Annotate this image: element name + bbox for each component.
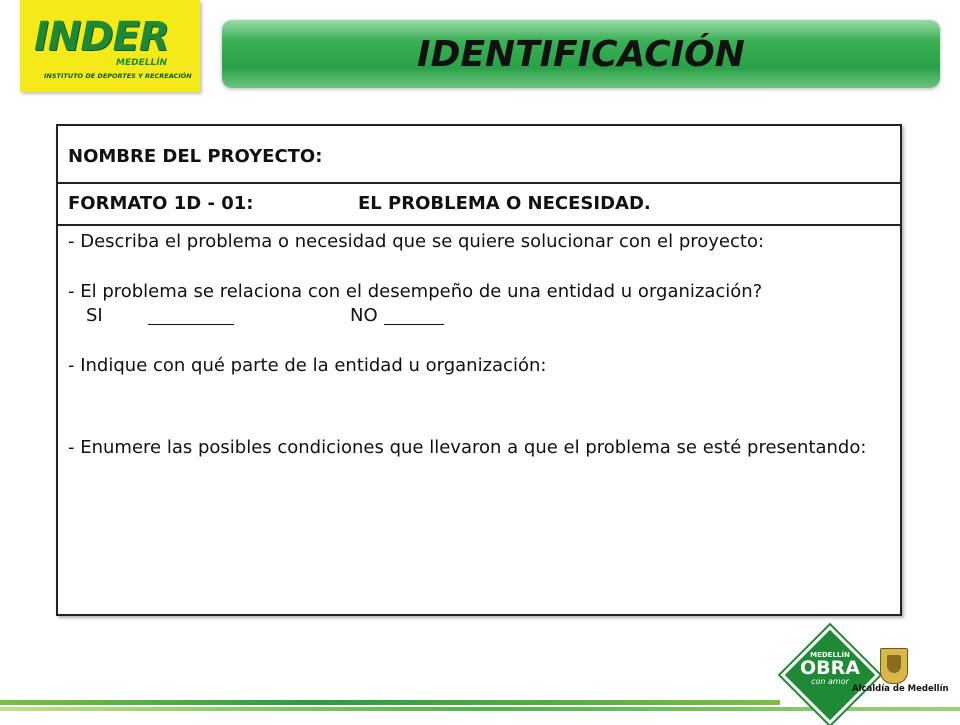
yes-no-answer [68, 304, 890, 328]
badge-sub-text: con amor [811, 677, 849, 686]
logo-city: MEDELLÍN [116, 58, 168, 68]
inder-logo [20, 0, 200, 92]
format-code: FORMATO 1D - 01: [68, 193, 254, 214]
question-4: - Enumere las posibles condiciones que llevaron a que el problema se esté presentando: [68, 437, 867, 458]
identification-form [56, 124, 902, 616]
footer-stripe [0, 700, 780, 705]
badge-top-text: MEDELLÍN [810, 651, 850, 659]
question-2: - El problema se relaciona con el desempeño de una entidad u organización? [68, 281, 763, 302]
logo-subtitle: INSTITUTO DE DEPORTES Y RECREACIÓN [44, 72, 192, 80]
alcaldia-label: Alcaldía de Medellín [852, 684, 949, 694]
title-banner [222, 20, 940, 88]
yes-blank-line[interactable] [148, 324, 234, 325]
project-name-label: NOMBRE DEL PROYECTO: [68, 146, 323, 167]
format-row [58, 184, 900, 226]
yes-label: SI [86, 305, 103, 326]
question-3: - Indique con qué parte de la entidad u organización: [68, 355, 547, 376]
coat-of-arms-icon [880, 648, 908, 684]
question-1: - Describa el problema o necesidad que se quiere solucionar con el proyecto: [68, 231, 765, 252]
no-blank-line[interactable] [384, 324, 444, 325]
obra-logo-text [790, 652, 870, 686]
project-name-row[interactable] [58, 126, 900, 184]
page-title: IDENTIFICACIÓN [417, 34, 745, 75]
form-body[interactable] [68, 230, 890, 460]
no-label: NO [350, 305, 378, 326]
badge-main-text: OBRA [800, 657, 860, 679]
logo-wordmark: INDER [34, 14, 169, 60]
format-title: EL PROBLEMA O NECESIDAD. [358, 193, 651, 214]
